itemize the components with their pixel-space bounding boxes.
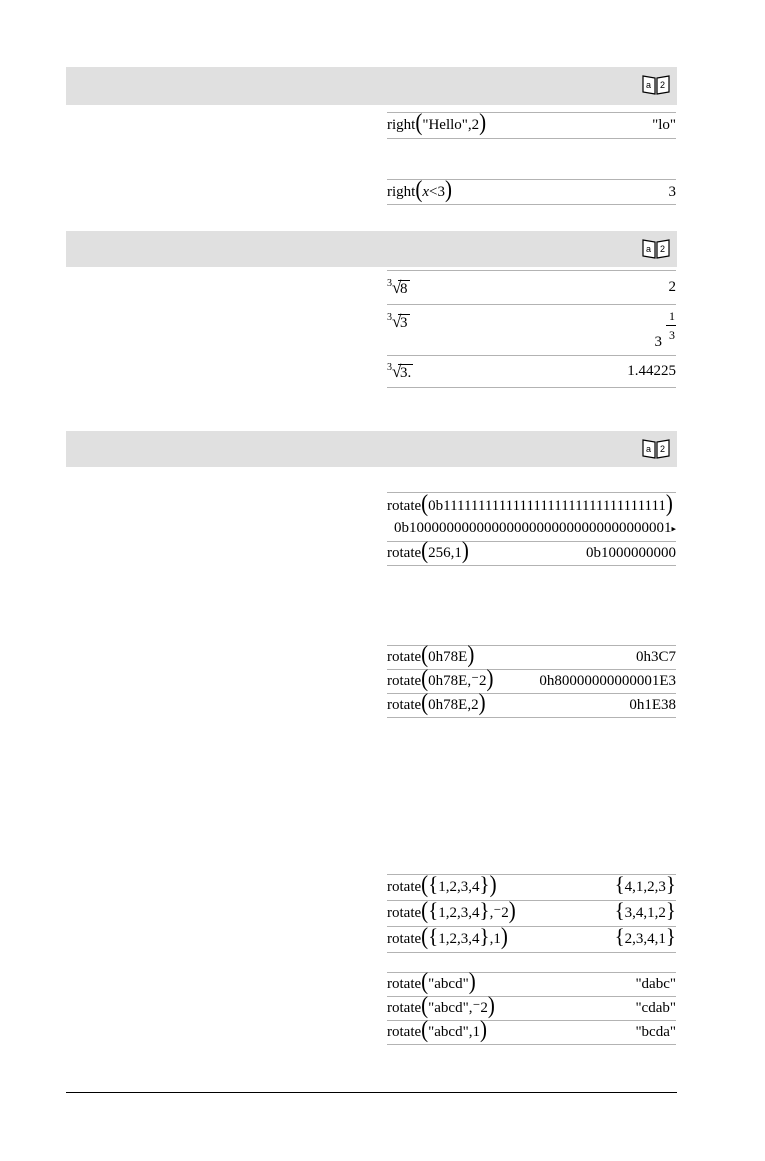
svg-text:a: a (646, 444, 652, 454)
calc-row (387, 688, 676, 718)
calc-expression: rotate(0b11111111111111111111111111111111) (387, 489, 673, 517)
calc-result: "lo" (652, 117, 676, 133)
calc-row (387, 305, 676, 356)
svg-text:a: a (646, 80, 652, 90)
calc-result: {2,3,4,1} (614, 924, 676, 948)
calc-row (387, 922, 676, 953)
calc-result: {3,4,1,2} (614, 898, 676, 922)
calc-result: 2 (668, 279, 676, 295)
calc-row (387, 664, 676, 694)
calc-expression: rotate(256,1) (387, 536, 469, 564)
calc-row (387, 991, 676, 1021)
calc-result: 3 (668, 184, 676, 200)
calc-expression (387, 356, 413, 387)
calc-result: {4,1,2,3} (614, 872, 676, 896)
catalog-book-icon (641, 73, 671, 95)
calc-expression: rotate({1,2,3,4},⁻2) (387, 896, 516, 924)
calc-row (387, 1015, 676, 1045)
calc-result: 1.44225 (627, 363, 676, 379)
section-header-root (66, 231, 677, 267)
calc-expression: right(x<3) (387, 175, 452, 203)
calc-result: 3 1 3 (654, 309, 675, 350)
calc-result: "bcda" (635, 1024, 676, 1040)
calc-expression: rotate({1,2,3,4}) (387, 870, 497, 898)
catalog-book-icon (641, 237, 671, 259)
calc-row (387, 271, 676, 305)
calc-expression (387, 271, 410, 304)
calc-expression: right("Hello",2) (387, 108, 487, 136)
calc-row (387, 108, 676, 139)
section-header-rotate (66, 431, 677, 467)
calc-row (387, 967, 676, 997)
calc-expression: rotate(0h78E) (387, 640, 475, 668)
calc-row (387, 356, 676, 388)
more-arrow-icon: ▸ (671, 523, 676, 534)
calc-result: 0b10000000000000000000000000000000001▸ (393, 520, 676, 536)
calc-row (387, 536, 676, 566)
calc-result: 0b1000000000 (586, 545, 676, 561)
calc-row (387, 489, 676, 542)
calc-expression (387, 312, 410, 332)
svg-text:2: 2 (660, 444, 666, 454)
calc-expression: rotate("abcd",⁻2) (387, 991, 495, 1019)
cube-root-symbol: 3 √ 8 (387, 278, 408, 297)
section-header-right (66, 67, 677, 105)
calc-result: "dabc" (635, 976, 676, 992)
calc-result: 0h80000000000001E3 (539, 673, 676, 689)
catalog-book-icon (641, 437, 671, 459)
calc-expression: rotate(0h78E,⁻2) (387, 664, 494, 692)
calc-expression: rotate("abcd",1) (387, 1015, 487, 1043)
calc-result: 0h1E38 (629, 697, 676, 713)
footer-rule (66, 1092, 677, 1093)
calc-expression: rotate({1,2,3,4},1) (387, 922, 508, 950)
calc-result: 0h3C7 (635, 649, 676, 665)
calc-expression: rotate(0h78E,2) (387, 688, 486, 716)
cube-root-symbol: 3 √ 3. (387, 362, 412, 381)
calc-row (387, 175, 676, 205)
cube-root-symbol: 3 √ 3 (387, 312, 408, 331)
calc-expression: rotate("abcd") (387, 967, 476, 995)
svg-text:2: 2 (660, 244, 666, 254)
calc-row (387, 640, 676, 670)
calc-result: "cdab" (635, 1000, 676, 1016)
svg-text:a: a (646, 244, 652, 254)
svg-text:2: 2 (660, 80, 666, 90)
